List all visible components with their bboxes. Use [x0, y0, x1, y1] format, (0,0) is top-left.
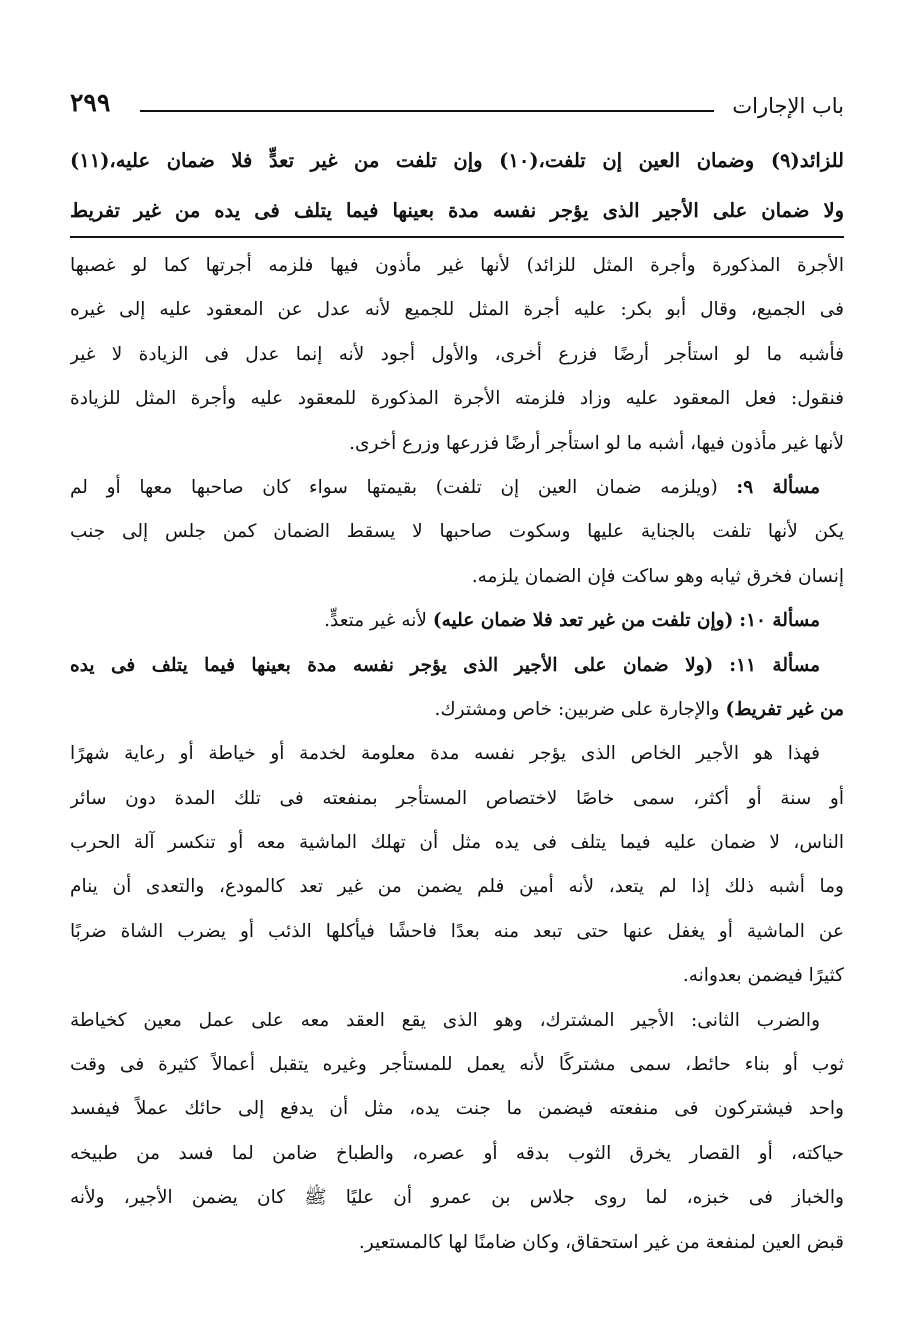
text-line: إنسان فخرق ثيابه وهو ساكت فإن الضمان يلزمه.: [471, 565, 844, 587]
text-span: بقيمتها سواء كان صاحبها معها أو لم: [70, 476, 418, 498]
text-line: والخباز فى خبزه، لما روى جلاس بن عمرو أن عليًا ﷺ كان يضمن الأجير، ولأنه: [70, 1187, 844, 1209]
page-header: [70, 88, 844, 128]
text-line: فأشبه ما لو استأجر أرضًا فزرع أخرى، والأول أجود لأنه إنما عدل فى الزيادة لا غير: [70, 343, 844, 365]
matn-line: ولا ضمان على الأجير الذى يؤجر نفسه مدة بعينها فيما يتلف فى يده من غير تفريط: [70, 199, 844, 222]
text-span: والإجارة على ضربين: خاص ومشترك.: [434, 698, 720, 720]
matn-line: للزائد(٩) وضمان العين إن تلفت،(١٠) وإن تلفت من غير تعدٍّ فلا ضمان عليه،(١١): [70, 149, 844, 172]
text-line: يكن لأنها تلفت بالجناية عليها وسكوت صاحبها لا يسقط الضمان كمن جلس إلى جنب: [70, 521, 844, 543]
text-line: الناس، لا ضمان عليه فيما يتلف فى يده مثل أن تهلك الماشية معه أو تنكسر آلة الحرب: [70, 832, 844, 854]
text-line: ثوب أو بناء حائط، سمى مشتركًا لأنه يعمل للمستأجر وغيره يتقبل أعمالاً كثيرة فى وقت: [70, 1054, 844, 1076]
masala-11-line: [70, 644, 844, 688]
masala-quote: (ويلزمه ضمان العين إن تلفت): [435, 476, 718, 498]
section-divider: [70, 236, 844, 238]
text-line: أو سنة أو أكثر، سمى خاصًا لاختصاص المستأجر بمنفعته فى تلك المدة دون سائر: [70, 787, 844, 809]
header-rule: [140, 110, 714, 112]
text-line: واحد فيشتركون فى منفعته فيضمن ما جنت يده، مثل أن يدفع إلى حائك عملاً فيفسد: [70, 1098, 844, 1120]
text-line: كثيرًا فيضمن بعدوانه.: [682, 965, 844, 987]
masala-label: مسألة ١٠:: [739, 610, 820, 632]
text-span: لأنه غير متعدٍّ.: [324, 610, 427, 632]
masala-quote: (ولا ضمان على الأجير الذى يؤجر نفسه مدة بعينها فيما يتلف فى يده: [70, 654, 714, 676]
masala-quote: من غير تفريط): [725, 698, 844, 720]
masala-10-line: [70, 599, 844, 643]
masala-label: مسألة ٩:: [736, 476, 821, 498]
text-line: والضرب الثانى: الأجير المشترك، وهو الذى يقع العقد معه على عمل معين كخياطة: [70, 1009, 820, 1031]
text-line: فنقول: فعل المعقود عليه وزاد فلزمته الأجرة المذكورة للمعقود عليه وأجرة المثل للزيادة: [70, 388, 844, 410]
text-line: الأجرة المذكورة وأجرة المثل للزائد) لأنها غير مأذون فيها فلزمه أجرتها كما لو غصبها: [70, 255, 844, 276]
text-line: حياكته، أو القصار يخرق الثوب بدقه أو عصره، والطباخ ضامن لما فسد من طبيخه: [70, 1142, 844, 1164]
chapter-title: باب الإجارات: [732, 94, 844, 118]
page-number: ٢٩٩: [70, 88, 111, 117]
commentary: [70, 244, 844, 1265]
text-line: وما أشبه ذلك إذا لم يتعد، لأنه أمين فلم يضمن من غير تعد كالمودع، والتعدى أن ينام: [70, 876, 844, 898]
text-line: لأنها غير مأذون فيها، أشبه ما لو استأجر أرضًا فزرعها وزرع أخرى.: [349, 432, 844, 454]
masala-11-line-2: [70, 688, 844, 732]
masala-9-line: [70, 466, 844, 510]
text-line: قبض العين لمنفعة من غير استحقاق، وكان ضامنًا لها كالمستعير.: [358, 1231, 844, 1253]
text-line: عن الماشية أو يغفل عنها حتى تبعد منه بعدًا فاحشًا فيأكلها الذئب أو يضرب الشاة ضربًا: [70, 920, 844, 942]
text-line: فهذا هو الأجير الخاص الذى يؤجر نفسه مدة معلومة لخدمة أو خياطة أو رعاية شهرًا: [70, 743, 820, 765]
masala-quote: (وإن تلفت من غير تعد فلا ضمان عليه): [432, 610, 734, 632]
masala-label: مسألة ١١:: [729, 654, 821, 676]
matn-text: [70, 136, 844, 236]
text-line: فى الجميع، وقال أبو بكر: عليه أجرة المثل للجميع لأنه عدل عن المعقود عليه إلى غيره: [70, 299, 844, 321]
